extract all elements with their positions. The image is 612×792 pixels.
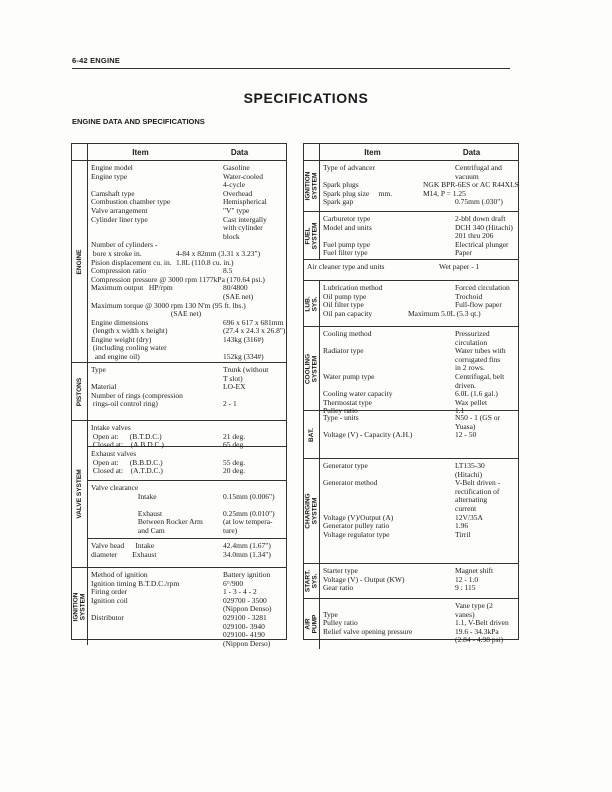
spec-row <box>91 640 286 649</box>
spec-value: 2 - 1 <box>223 399 237 409</box>
spec-value: Trochoid <box>455 291 483 301</box>
spec-row <box>91 173 286 182</box>
spec-item: Exhaust valves <box>91 449 137 458</box>
spec-value: Tirril <box>455 529 471 539</box>
spec-value: ture) <box>223 525 238 535</box>
spec-value: 1.8L (110.8 cu. in.) <box>176 257 234 267</box>
spec-item: Air cleaner type and units <box>307 262 385 271</box>
spec-value: vanes) <box>455 609 475 619</box>
spec-section <box>304 212 518 260</box>
section-label-cell <box>72 421 88 567</box>
spec-item: Camshaft type <box>91 188 135 198</box>
section-label-cell <box>304 599 320 649</box>
spec-value: 029700 - 3500 <box>223 595 267 605</box>
spec-row <box>91 493 286 502</box>
spec-item: Voltage regulator type <box>323 529 390 539</box>
spec-value: 6.0L (1.6 gal.) <box>455 389 498 399</box>
spec-item: Number of cylinders - <box>91 240 158 250</box>
spec-row <box>91 375 286 384</box>
spec-item: Engine dimensions <box>91 317 149 327</box>
spec-row <box>91 551 286 560</box>
spec-row <box>323 330 518 339</box>
section-body <box>320 161 518 211</box>
spec-item: Maximum output HP/rpm <box>91 283 173 293</box>
spec-item: Compression ratio <box>91 266 147 276</box>
spec-value: 80/4800 <box>223 283 248 293</box>
spec-value: Paper <box>455 248 473 258</box>
spec-value: 1.1, V-Belt driven <box>455 618 509 628</box>
spec-item: Ignition coil <box>91 595 128 605</box>
spec-block <box>88 568 286 648</box>
spec-item: Pulley ratio <box>323 618 358 628</box>
spec-section <box>304 260 518 281</box>
spec-value: (27.4 x 24.3 x 26.8") <box>223 326 286 336</box>
spec-section <box>304 327 518 416</box>
spec-item: bore x stroke in. <box>91 248 142 258</box>
spec-row <box>323 496 518 505</box>
section-body <box>320 212 518 259</box>
spec-value: 12 - 1.0 <box>455 574 479 584</box>
spec-item: Exhaust <box>91 508 163 518</box>
spec-row <box>307 263 518 272</box>
spec-value: circulation <box>455 337 488 347</box>
spec-item: Oil filter type <box>323 300 364 310</box>
spec-section <box>304 459 518 564</box>
spec-item: Fuel filter type <box>323 248 368 258</box>
spec-value: driven. <box>455 380 477 390</box>
section-label: CHARGING SYSTEM <box>304 493 318 529</box>
section-label-cell <box>304 459 320 563</box>
spec-row <box>323 584 518 593</box>
spec-block <box>88 481 286 539</box>
spec-block <box>88 539 286 567</box>
spec-value: DCH 340 (Hitachi) <box>455 222 513 232</box>
spec-value: (2.84 - 4.98 psi) <box>455 635 504 645</box>
spec-row <box>323 356 518 365</box>
spec-value: 143kg (316#) <box>223 334 264 344</box>
spec-item: diameter Exhaust <box>91 549 157 559</box>
section-label-cell <box>72 568 88 645</box>
section-body <box>88 161 286 362</box>
spec-block <box>88 447 286 481</box>
section-label-cell <box>304 161 320 211</box>
spec-block <box>320 599 518 649</box>
spec-value: 19.6 - 34.3kPa <box>455 626 499 636</box>
spec-value: Full-flow paper <box>455 300 502 310</box>
spec-value: with cylinder <box>223 223 263 233</box>
spec-value: 55 deg. <box>223 457 246 467</box>
spec-item: (length x width x height) <box>91 326 168 336</box>
section-body <box>320 281 518 326</box>
spec-item: Type of advancer <box>323 163 375 172</box>
spec-item: Pulley ratio <box>323 406 358 416</box>
spec-block <box>88 363 286 420</box>
section-label-cell <box>304 212 320 259</box>
spec-item: Type - units <box>323 413 359 422</box>
section-body <box>88 363 286 420</box>
section-body <box>320 411 518 458</box>
spec-row <box>91 353 286 362</box>
section-label: FUEL SYSTEM <box>304 222 318 249</box>
spec-section <box>304 564 518 599</box>
section-body <box>88 421 286 567</box>
spec-section <box>72 161 286 363</box>
spec-value: Centrifugal, belt <box>455 371 505 381</box>
spec-item: Lubrication method <box>323 283 383 292</box>
spec-item: Method of ignition <box>91 570 148 579</box>
spec-value: 12V/35A <box>455 512 483 522</box>
spec-row <box>91 467 286 476</box>
section-subtitle: ENGINE DATA AND SPECIFICATIONS <box>72 117 205 126</box>
spec-item: Engine model <box>91 163 133 172</box>
spec-item: Fuel pump type <box>323 239 371 249</box>
spec-row <box>323 310 518 319</box>
spec-row <box>323 462 518 471</box>
spec-block <box>320 411 518 458</box>
spec-item: Ignition timing B.T.D.C./rpm <box>91 578 180 588</box>
spec-value: 029100- 3940 <box>223 621 265 631</box>
spec-section <box>72 363 286 421</box>
spec-block <box>320 459 518 563</box>
spec-value: V-Belt driven - <box>455 478 501 488</box>
spec-row <box>91 284 286 293</box>
spec-item: and engine oil) <box>91 352 140 362</box>
spec-table-left <box>71 143 287 648</box>
spec-value: 0.15mm (0.006") <box>223 491 275 501</box>
spec-value: 1.1 <box>455 406 465 416</box>
spec-row <box>323 249 518 258</box>
spec-item: Thermostat type <box>323 397 372 407</box>
spec-value: LO-EX <box>223 382 246 392</box>
page-title: SPECIFICATIONS <box>243 90 369 106</box>
spec-item: Valve arrangement <box>91 205 148 215</box>
spec-item: Open at: (B.B.D.C.) <box>91 457 163 467</box>
spec-block <box>88 161 286 362</box>
spec-item: Cylinder liner type <box>91 214 148 224</box>
spec-value: 029100- 4190 <box>223 630 265 640</box>
spec-value: 696 x 617 x 681mm <box>223 317 284 327</box>
section-label: BAT. <box>307 427 315 442</box>
spec-value: Vane type (2 <box>455 601 493 610</box>
spec-value: 0.75mm (.030") <box>455 197 503 207</box>
spec-value: Wax pellet <box>455 397 488 407</box>
section-label-cell <box>72 161 88 362</box>
spec-item: rings-oil control ring) <box>91 399 158 409</box>
spec-value: LT135-30 <box>455 461 485 470</box>
section-body <box>320 327 518 416</box>
spec-value: (Nippon Derso) <box>223 638 271 648</box>
spec-value: (SAE net) <box>223 291 254 301</box>
spec-value: corrugated fins <box>455 354 501 364</box>
section-label-cell <box>304 281 320 326</box>
spec-row <box>323 602 518 611</box>
section-label: AIR PUMP <box>304 614 318 634</box>
spec-value: 0.25mm (0.010") <box>223 508 275 518</box>
section-label: LUB. SYS. <box>304 295 318 312</box>
spec-value: 4-84 x 82mm (3.31 x 3.23") <box>176 248 261 258</box>
spec-item: Intake <box>91 491 157 501</box>
spec-value: Forced circulation <box>455 283 510 292</box>
spec-row <box>91 224 286 233</box>
section-label: COOLING SYSTEM <box>304 353 318 384</box>
spec-value: Water tubes with <box>455 346 506 356</box>
section-body <box>304 260 518 280</box>
section-label: VALVE SYSTEM <box>75 469 83 519</box>
spec-value: "V" type <box>223 205 250 215</box>
spec-value: Battery ignition <box>223 570 271 579</box>
spec-row <box>323 431 518 440</box>
spec-value: 20 deg. <box>223 466 246 476</box>
spec-section <box>72 568 286 648</box>
spec-value: Maximum 5.0L (5.3 qt.) <box>408 308 481 318</box>
spec-value: Wet paper - 1 <box>439 262 480 271</box>
spec-item: Valve clearance <box>91 483 139 492</box>
spec-value: Yuasa) <box>455 421 476 431</box>
spec-value: Magnet shift <box>455 566 494 575</box>
spec-item: Engine weight (dry) <box>91 334 152 344</box>
spec-item: Intake valves <box>91 423 131 432</box>
section-label-cell <box>304 327 320 410</box>
spec-item: Cooling water capacity <box>323 389 393 399</box>
section-body <box>320 564 518 598</box>
spec-item: (SAE net) <box>170 309 202 319</box>
spec-item: Oil pump type <box>323 291 367 301</box>
spec-value: (Hitachi) <box>455 469 483 479</box>
spec-value: N50 - 1 (GS or <box>455 413 500 422</box>
spec-item: Generator pulley ratio <box>323 521 390 531</box>
spec-value: in 2 rows. <box>455 363 485 373</box>
spec-value: Trunk (without <box>223 365 269 374</box>
section-label-cell <box>72 363 88 420</box>
section-label: IGNITION SYSTEM <box>304 171 318 201</box>
column-header-item: Item <box>364 148 381 157</box>
spec-row <box>323 531 518 540</box>
spec-item: Model and units <box>323 222 372 232</box>
spec-section <box>304 599 518 649</box>
table-header <box>72 144 286 161</box>
spec-value: 21 deg. <box>223 431 246 441</box>
spec-item: Type <box>91 365 106 374</box>
spec-value: 4-cycle <box>223 180 246 190</box>
spec-section <box>304 281 518 327</box>
spec-value: 12 - 50 <box>455 430 477 440</box>
spec-item: Maximum torque @ 3000 rpm 130 N'm (95 ft. lbs.) <box>91 300 246 310</box>
spec-value: 2-bbl down draft <box>455 214 506 223</box>
section-label: IGNITION SYSTEM <box>72 592 86 621</box>
spec-value: rectification of <box>455 486 500 496</box>
spec-value: 029100 - 3281 <box>223 612 267 622</box>
spec-value: Cast intergally <box>223 214 267 224</box>
column-header-data: Data <box>462 148 481 157</box>
spec-value: block <box>223 231 240 241</box>
spec-row <box>323 373 518 382</box>
spec-value: Pressurized <box>455 329 490 338</box>
spec-row <box>91 366 286 375</box>
spec-item: Firing order <box>91 587 128 597</box>
spec-value: Centrifugal and <box>455 163 502 172</box>
spec-item: Between Rocker Arm <box>91 517 203 527</box>
spec-block <box>320 327 518 416</box>
spec-row <box>323 198 518 207</box>
spec-value: 42.4mm (1.67") <box>223 541 271 550</box>
spec-value: M14, P = 1.25 <box>423 188 466 198</box>
spec-value: (Nippon Denso) <box>223 604 272 614</box>
running-head: 6-42 ENGINE <box>72 56 121 65</box>
spec-value: 1 - 3 - 4 - 2 <box>223 587 257 597</box>
spec-item: Number of rings (compression <box>91 390 183 400</box>
spec-item: Water pump type <box>323 371 375 381</box>
spec-item: Voltage (V) - Capacity (A.H.) <box>323 430 413 440</box>
spec-block <box>320 281 518 326</box>
header-side-cell <box>72 144 88 160</box>
spec-row <box>91 400 286 409</box>
spec-item: Engine type <box>91 171 128 181</box>
spec-value: 65 deg. <box>223 440 246 450</box>
spec-value: Hemispherical <box>223 197 267 207</box>
spec-value: 8.5 <box>223 266 233 276</box>
spec-block <box>304 260 518 280</box>
spec-value: 1.96 <box>455 521 469 531</box>
spec-item: Carburetor type <box>323 214 371 223</box>
column-header-item: Item <box>132 148 149 157</box>
spec-section <box>72 421 286 568</box>
spec-value: 201 thru 206 <box>455 231 494 241</box>
spec-block <box>88 421 286 450</box>
spec-value: Electrical plunger <box>455 239 509 249</box>
spec-value: 152kg (334#) <box>223 352 264 362</box>
spec-item: Oil pan capacity <box>323 308 373 318</box>
spec-item: Pision displacement cu. in. <box>91 257 172 267</box>
section-label: PISTONS <box>75 377 83 406</box>
spec-item: Distributor <box>91 612 124 622</box>
section-body <box>320 599 518 649</box>
spec-value: (at low tempera- <box>223 517 273 527</box>
spec-item: and Cam <box>91 525 165 535</box>
spec-row <box>323 414 518 423</box>
spec-item: Spark gap <box>323 197 354 207</box>
spec-item: Generator method <box>323 478 378 488</box>
spec-item: Starter type <box>323 566 358 575</box>
spec-item: Cooling method <box>323 329 372 338</box>
spec-section <box>304 411 518 459</box>
spec-item: (including cooling water <box>91 343 167 353</box>
spec-item: Gear ratio <box>323 583 354 593</box>
section-label: ENGINE <box>75 249 83 274</box>
spec-block <box>320 212 518 259</box>
spec-item: Radiator type <box>323 346 364 356</box>
spec-item: Relief valve opening pressure <box>323 626 413 636</box>
spec-row <box>323 164 518 173</box>
spec-table-right <box>303 143 519 645</box>
spec-item: Spark plug size mm. <box>323 188 393 198</box>
section-label-cell <box>304 411 320 458</box>
spec-value: Overhead <box>223 188 253 198</box>
spec-row <box>91 527 286 536</box>
spec-item: Voltage (V)/Output (A) <box>323 512 394 522</box>
spec-item: Open at: (B.T.D.C.) <box>91 431 162 441</box>
spec-value: current <box>455 503 477 513</box>
spec-value: vacuum <box>455 171 479 181</box>
spec-item: Compression pressure @ 3000 rpm 1177kPa (170.64 psi.) <box>91 274 265 284</box>
section-body <box>88 568 286 648</box>
spec-item: Closed at: (A.T.D.C.) <box>91 466 163 476</box>
spec-item: Closed at: (A.B.D.C.) <box>91 440 164 450</box>
spec-item: Spark plugs <box>323 180 359 190</box>
section-label-cell <box>304 564 320 598</box>
spec-value: NGK BPR-6ES or AC R44XLS <box>423 180 519 190</box>
spec-item: Type <box>323 609 338 619</box>
spec-value: Gasoline <box>223 163 250 172</box>
section-label: START. SYS. <box>304 569 318 593</box>
spec-row <box>323 636 518 645</box>
spec-value: 34.0mm (1.34") <box>223 549 271 559</box>
spec-item: Combustion chamber type <box>91 197 171 207</box>
spec-value: 6°/900 <box>223 578 244 588</box>
spec-section <box>304 161 518 212</box>
header-rule <box>72 68 510 69</box>
spec-value: Water-cooled <box>223 171 264 181</box>
spec-item: Material <box>91 382 117 392</box>
spec-block <box>320 161 518 211</box>
header-side-cell <box>304 144 320 160</box>
table-header <box>304 144 518 161</box>
spec-value: T slot) <box>223 373 243 383</box>
spec-value: 9 : 115 <box>455 583 476 593</box>
spec-value: alternating <box>455 495 488 505</box>
section-body <box>320 459 518 563</box>
spec-item: Generator type <box>323 461 368 470</box>
spec-item: Valve head Intake <box>91 541 155 550</box>
spec-item: Voltage (V) - Output (KW) <box>323 574 405 584</box>
spec-row <box>323 488 518 497</box>
spec-block <box>320 564 518 598</box>
column-header-data: Data <box>230 148 249 157</box>
